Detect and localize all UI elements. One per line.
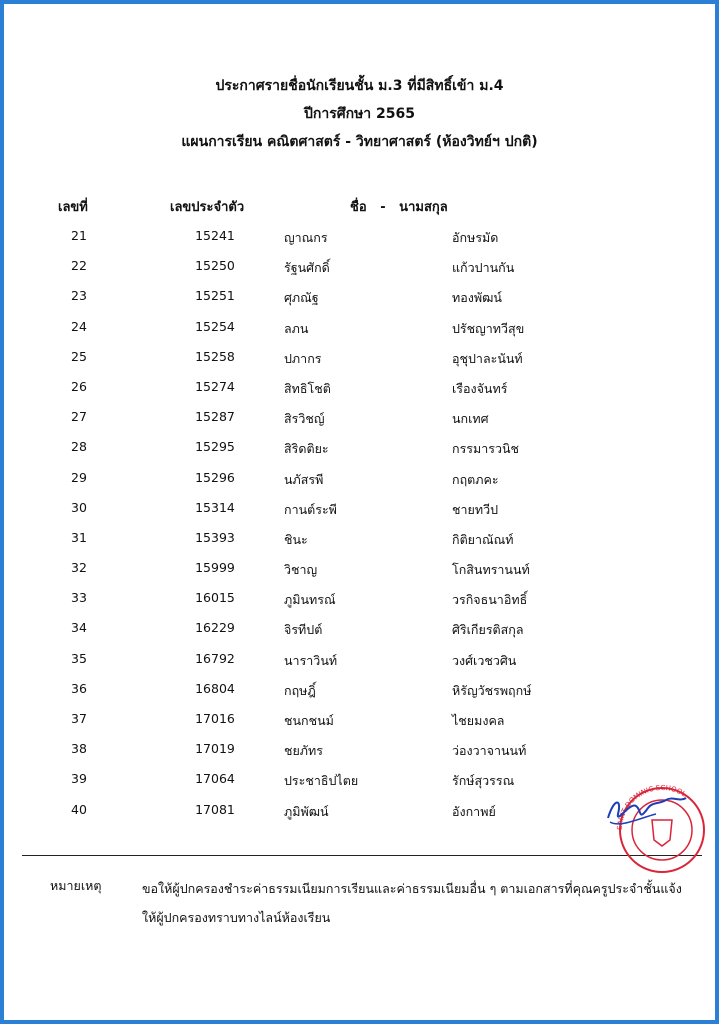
student-id: 15241	[195, 228, 235, 243]
last-name: กรรมารวนิช	[452, 441, 520, 457]
stamp-ring-text: SAINT DOMINIC SCHOOL	[615, 783, 688, 831]
first-name: วิชาญ	[284, 562, 318, 578]
first-name: สิริดติยะ	[284, 441, 329, 457]
student-id: 15314	[195, 499, 235, 515]
last-name: อุชุปาละนันท์	[452, 350, 523, 366]
row-number: 33	[71, 590, 87, 606]
stamp-inner-ring	[632, 800, 692, 860]
table-row	[0, 647, 719, 677]
table-row	[0, 405, 719, 435]
row-number: 27	[71, 409, 87, 425]
row-number: 37	[71, 711, 87, 726]
row-number: 22	[71, 258, 87, 274]
last-name: ชายทวีป	[452, 501, 499, 517]
student-id: 16792	[195, 650, 235, 666]
first-name: ศุภณัฐ	[284, 290, 319, 306]
table-row	[0, 496, 719, 526]
last-name: วงศ์เวชวศิน	[452, 652, 517, 668]
table-row	[0, 345, 719, 375]
student-id: 17064	[195, 771, 235, 787]
row-number: 31	[71, 529, 87, 545]
row-number: 34	[71, 620, 87, 636]
last-name: กิติยาณัณท์	[452, 531, 514, 547]
student-id: 15287	[195, 409, 235, 425]
last-name: แก้วปานกัน	[452, 260, 515, 276]
last-name: ปรัชญาทวีสุข	[452, 320, 525, 336]
last-name: ไชยมงคล	[452, 713, 505, 728]
first-name: นาราวินท์	[284, 652, 338, 668]
student-id: 16015	[195, 590, 235, 606]
row-number: 30	[71, 499, 87, 515]
student-id: 15393	[195, 529, 235, 545]
note-text: ขอให้ผู้ปกครองชำระค่าธรรมเนียมการเรียนและค่าธรรมเนียมอื่น ๆ ตามเอกสารที่คุณครูประจำชั้นแจ้งให้ผู้ปกครองทราบทางไลน์ห้องเรียน	[142, 881, 682, 925]
row-number: 29	[71, 469, 87, 485]
school-stamp	[600, 778, 712, 878]
row-number: 24	[71, 318, 87, 334]
student-id: 15254	[195, 318, 235, 334]
table-row	[0, 254, 719, 284]
row-number: 21	[71, 228, 87, 243]
first-name: ชยภัทร	[284, 743, 324, 759]
student-id: 15999	[195, 560, 235, 576]
student-id: 16804	[195, 680, 235, 696]
last-name: วรกิจธนาอิทธิ์	[452, 592, 528, 608]
last-name: ทองพัฒน์	[452, 290, 502, 306]
row-number: 38	[71, 741, 87, 757]
column-header-no: เลขที่	[58, 200, 88, 215]
row-number: 40	[71, 801, 87, 817]
first-name: ชนกชนม์	[284, 713, 334, 728]
document-header	[0, 72, 719, 156]
first-name: สิรวิชญ์	[284, 411, 325, 427]
stamp-shield	[652, 820, 672, 846]
row-number: 26	[71, 378, 87, 394]
first-name: สิทธิโชติ	[284, 380, 331, 396]
last-name: นกเทศ	[452, 411, 489, 427]
last-name: หิรัญวัชรพฤกษ์	[452, 682, 532, 698]
column-header-student-id: เลขประจำตัว	[170, 200, 245, 215]
table-row	[0, 435, 719, 465]
title-line-3: แผนการเรียน คณิตศาสตร์ - วิทยาศาสตร์ (ห้องวิทย์ฯ ปกติ)	[181, 134, 538, 150]
title-line-2: ปีการศึกษา 2565	[303, 106, 416, 122]
table-row	[0, 586, 719, 616]
table-row	[0, 616, 719, 646]
row-number: 32	[71, 560, 87, 576]
table-row	[0, 224, 719, 254]
row-number: 28	[71, 439, 87, 455]
last-name: ว่องวาจานนท์	[452, 743, 527, 759]
column-header-name: ชื่อ - นามสกุล	[350, 200, 448, 215]
table-row	[0, 315, 719, 345]
row-number: 25	[71, 348, 87, 364]
note-label: หมายเหตุ	[50, 878, 102, 893]
table-row	[0, 526, 719, 556]
first-name: จิรทีปต์	[284, 622, 323, 638]
first-name: ญาณกร	[284, 230, 328, 245]
title-line-1: ประกาศรายชื่อนักเรียนชั้น ม.3 ที่มีสิทธิ์เข้า ม.4	[215, 78, 504, 94]
first-name: กานต์ระพี	[284, 501, 337, 517]
student-id: 17081	[195, 801, 235, 817]
first-name: ลภน	[284, 320, 309, 336]
student-id: 15258	[195, 348, 235, 364]
row-number: 36	[71, 680, 87, 696]
table-row	[0, 375, 719, 405]
last-name: กฤตภคะ	[452, 471, 499, 487]
table-row	[0, 707, 719, 737]
first-name: กฤษฎิ์	[284, 682, 316, 698]
row-number: 35	[71, 650, 87, 666]
student-id: 15295	[195, 439, 235, 455]
first-name: ชินะ	[284, 531, 308, 547]
student-id: 15250	[195, 258, 235, 274]
row-number: 39	[71, 771, 87, 787]
last-name: อักษรมัด	[452, 230, 499, 245]
first-name: ประชาธิปไตย	[284, 773, 359, 789]
last-name: รักษ์สุวรรณ	[452, 773, 515, 789]
signature-stroke	[608, 798, 686, 818]
table-row	[0, 284, 719, 314]
first-name: ปภากร	[284, 350, 322, 366]
table-row	[0, 556, 719, 586]
row-number: 23	[71, 288, 87, 304]
table-row	[0, 677, 719, 707]
student-id: 17019	[195, 741, 235, 757]
student-list	[0, 224, 719, 831]
last-name: โกสินทรานนท์	[452, 562, 530, 578]
table-row	[0, 737, 719, 767]
student-id: 15296	[195, 469, 235, 485]
first-name: รัฐนศักดิ์	[284, 260, 330, 276]
first-name: ภูมิพัฒน์	[284, 803, 329, 819]
student-id: 17016	[195, 711, 235, 726]
student-id: 16229	[195, 620, 235, 636]
last-name: ศิริเกียรติสกุล	[452, 622, 524, 638]
table-row	[0, 466, 719, 496]
student-id: 15251	[195, 288, 235, 304]
last-name: เรืองจันทร์	[452, 380, 508, 396]
first-name: นภัสรพี	[284, 471, 324, 487]
first-name: ภูมินทรณ์	[284, 592, 336, 608]
student-id: 15274	[195, 378, 235, 394]
last-name: อังกาพย์	[452, 803, 496, 819]
